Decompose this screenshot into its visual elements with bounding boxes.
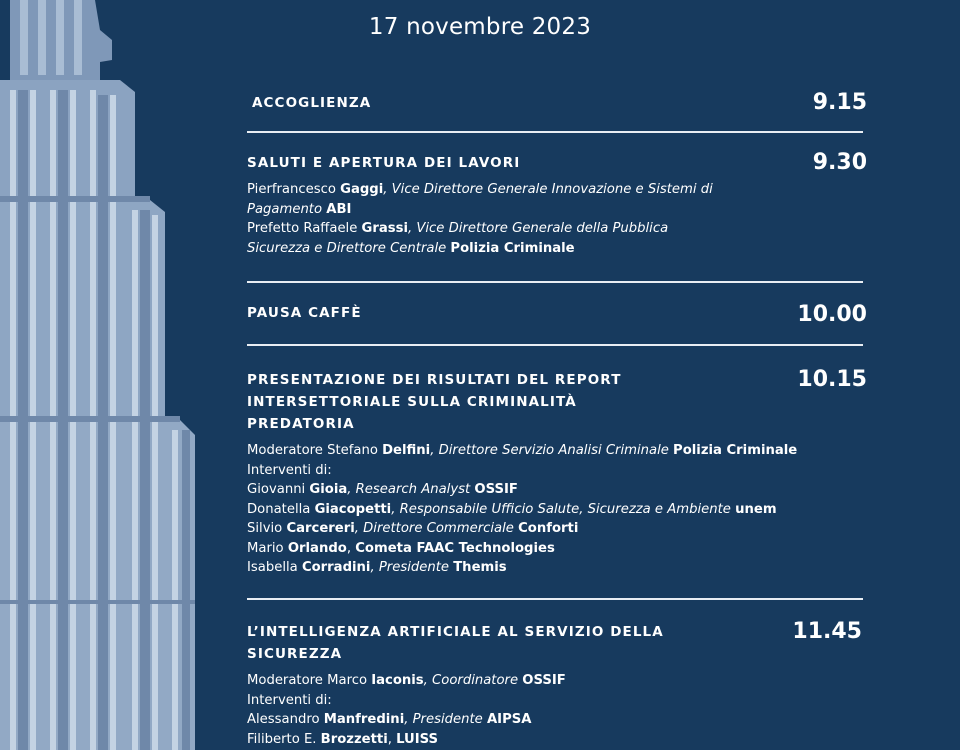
speaker-line — [247, 480, 867, 500]
speaker-name-bold: Manfredini — [323, 712, 405, 727]
speaker-text: Prefetto Raffaele — [247, 221, 362, 236]
speaker-text: Moderatore Stefano — [247, 443, 383, 458]
speaker-name-bold: Conforti — [518, 521, 579, 536]
speaker-list — [247, 441, 867, 578]
agenda-item-title: L’INTELLIGENZA ARTIFICIALE AL SERVIZIO DELLA SICUREZZA — [247, 624, 664, 662]
speaker-text: Pierfrancesco — [247, 182, 341, 197]
speaker-line — [247, 180, 867, 200]
speaker-text: Interventi di: — [247, 462, 332, 478]
speaker-role: , Vice Direttore Generale Innovazione e Sistemi di — [383, 182, 713, 197]
speaker-role: , Coordinatore — [423, 673, 523, 688]
divider — [247, 281, 863, 283]
speaker-role: , Direttore Commerciale — [354, 521, 519, 536]
speaker-role: , Vice Direttore Generale della Pubblica — [407, 221, 669, 236]
speaker-role: , Research Analyst — [347, 482, 475, 497]
speaker-text: Isabella — [247, 560, 302, 575]
agenda-item-title: SALUTI E APERTURA DEI LAVORI — [247, 155, 521, 171]
agenda-item-title: ACCOGLIENZA — [252, 95, 372, 111]
speaker-line — [247, 558, 867, 578]
event-date: 17 novembre 2023 — [368, 14, 592, 40]
speaker-role: Pagamento — [247, 201, 327, 217]
agenda-item-accoglienza — [247, 92, 867, 114]
speaker-line — [247, 219, 867, 239]
speaker-name-bold: unem — [735, 501, 777, 517]
speaker-name-bold: ABI — [326, 201, 352, 217]
speaker-line — [247, 710, 867, 730]
divider — [247, 344, 863, 346]
speaker-name-bold: Delfini — [382, 443, 431, 458]
speaker-line — [247, 239, 867, 259]
speaker-role: , Presidente — [404, 712, 487, 727]
agenda-item-time: 10.00 — [797, 302, 867, 327]
agenda-item-title: PRESENTAZIONE DEI RISULTATI DEL REPORT INTERSETTORIALE SULLA CRIMINALITÀ PREDATORIA — [247, 372, 622, 432]
speaker-line — [247, 671, 867, 691]
speaker-text: Alessandro — [247, 712, 324, 727]
speaker-line — [247, 691, 867, 711]
speaker-role: , Presidente — [370, 560, 454, 575]
speaker-text: Mario — [247, 540, 288, 556]
speaker-name-bold: Orlando — [287, 540, 347, 556]
speaker-line — [247, 519, 867, 539]
agenda-item-time: 10.15 — [797, 367, 867, 392]
speaker-line — [247, 539, 867, 559]
speaker-list — [247, 180, 867, 258]
agenda-item-intelligenza-artificiale — [247, 621, 867, 749]
speaker-line — [247, 730, 867, 750]
divider — [247, 131, 863, 133]
speaker-text: Moderatore Marco — [247, 673, 372, 688]
speaker-text: Donatella — [247, 501, 315, 517]
speaker-text: Filiberto E. — [247, 731, 321, 747]
speaker-name-bold: OSSIF — [474, 482, 518, 497]
speaker-name-bold: OSSIF — [522, 673, 566, 688]
speaker-name-bold: AIPSA — [486, 712, 532, 727]
speaker-name-bold: Brozzetti — [320, 731, 388, 747]
speaker-name-bold: Cometa FAAC Technologies — [355, 540, 555, 556]
speaker-name-bold: Grassi — [361, 221, 408, 236]
speaker-role: , Direttore Servizio Analisi Criminale — [430, 443, 674, 458]
speaker-text: , — [387, 731, 397, 747]
speaker-list — [247, 671, 867, 749]
speaker-role: , Responsabile Ufficio Salute, Sicurezza e Ambiente — [391, 501, 736, 517]
agenda-item-time: 11.45 — [792, 619, 862, 644]
agenda-item-time: 9.15 — [812, 90, 867, 115]
tower-illustration — [0, 0, 230, 750]
speaker-name-bold: Giacopetti — [314, 501, 392, 517]
speaker-name-bold: Carcereri — [286, 521, 355, 536]
divider — [247, 598, 863, 600]
speaker-name-bold: Iaconis — [371, 673, 424, 688]
speaker-name-bold: Polizia Criminale — [673, 443, 798, 458]
agenda-item-saluti — [247, 152, 867, 258]
speaker-text: Giovanni — [247, 482, 310, 497]
speaker-name-bold: Themis — [453, 560, 507, 575]
agenda-item-pausa — [247, 302, 867, 327]
speaker-line — [247, 441, 867, 461]
speaker-name-bold: Polizia Criminale — [450, 240, 575, 256]
agenda-item-title: PAUSA CAFFÈ — [247, 305, 362, 321]
speaker-name-bold: Gioia — [309, 482, 348, 497]
speaker-text: , — [346, 540, 356, 556]
speaker-line — [247, 500, 867, 520]
speaker-name-bold: LUISS — [396, 731, 439, 747]
speaker-role: Sicurezza e Direttore Centrale — [247, 240, 451, 256]
speaker-text: Silvio — [247, 521, 287, 536]
speaker-name-bold: Gaggi — [340, 182, 384, 197]
speaker-name-bold: Corradini — [301, 560, 371, 575]
agenda-item-presentazione — [247, 369, 867, 578]
speaker-text: Interventi di: — [247, 692, 332, 708]
agenda-item-time: 9.30 — [812, 150, 867, 175]
speaker-line — [247, 461, 867, 481]
speaker-line — [247, 200, 867, 220]
